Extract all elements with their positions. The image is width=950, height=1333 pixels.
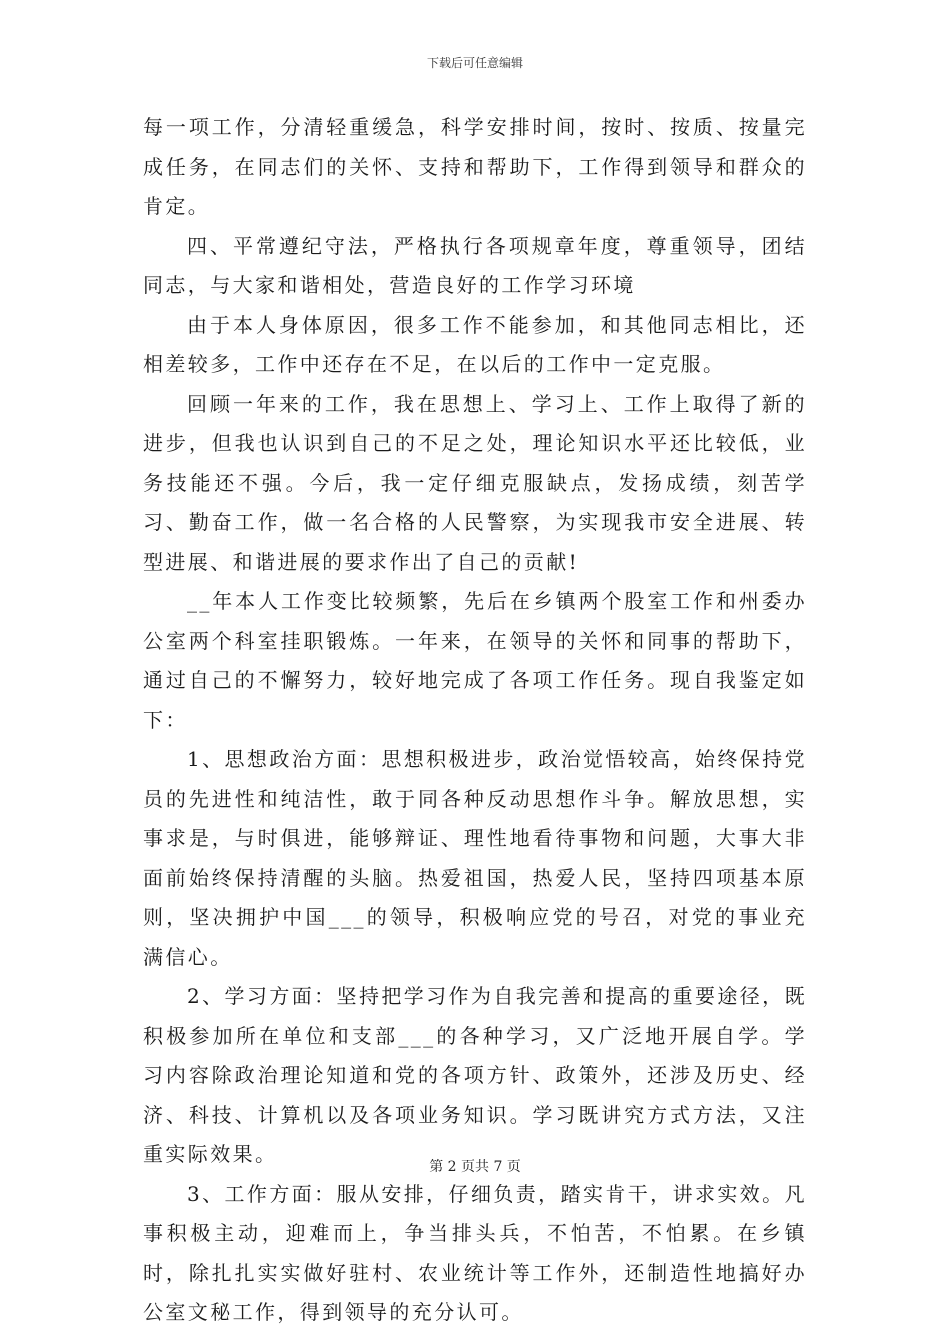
- paragraph-1: 每一项工作，分清轻重缓急，科学安排时间，按时、按质、按量完成任务，在同志们的关怀、支持和帮助下，工作得到领导和群众的肯定。: [143, 115, 807, 218]
- paragraph-6: 1、思想政治方面：思想积极进步，政治觉悟较高，始终保持党员的先进性和纯洁性，敢于同各种反动思想作斗争。解放思想，实事求是，与时俱进，能够辩证、理性地看待事物和问题，大事大非面前始终保持清醒的头脑。热爱祖国，热爱人民，坚持四项基本原则，坚决拥护中国___的领导，积极响应党的号召，对党的事业充满信心。: [143, 747, 807, 969]
- paragraph-5: __年本人工作变比较频繁，先后在乡镇两个股室工作和州委办公室两个科室挂职锻炼。一年来，在领导的关怀和同事的帮助下，通过自己的不懈努力，较好地完成了各项工作任务。现自我鉴定如下：: [143, 589, 807, 732]
- paragraph-8: 3、工作方面：服从安排，仔细负责，踏实肯干，讲求实效。凡事积极主动，迎难而上，争当排头兵，不怕苦，不怕累。在乡镇时，除扎扎实实做好驻村、农业统计等工作外，还制造性地搞好办公室文秘工作，得到领导的充分认可。: [143, 1181, 807, 1324]
- document-body: [143, 108, 807, 1333]
- page-footer: 第 2 页共 7 页: [429, 1159, 521, 1175]
- paragraph-2: 四、平常遵纪守法，严格执行各项规章年度，尊重领导，团结同志，与大家和谐相处，营造良好的工作学习环境: [143, 233, 807, 297]
- paragraph-3: 由于本人身体原因，很多工作不能参加，和其他同志相比，还相差较多，工作中还存在不足，在以后的工作中一定克服。: [143, 312, 807, 376]
- paragraph-7: 2、学习方面：坚持把学习作为自我完善和提高的重要途径，既积极参加所在单位和支部___的各种学习，又广泛地开展自学。学习内容除政治理论知道和党的各项方针、政策外，还涉及历史、经济、科技、计算机以及各项业务知识。学习既讲究方式方法，又注重实际效果。: [143, 984, 807, 1166]
- paragraph-4: 回顾一年来的工作，我在思想上、学习上、工作上取得了新的进步，但我也认识到自己的不足之处，理论知识水平还比较低，业务技能还不强。今后，我一定仔细克服缺点，发扬成绩，刻苦学习、勤奋工作，做一名合格的人民警察，为实现我市安全进展、转型进展、和谐进展的要求作出了自己的贡献!: [143, 391, 807, 574]
- page-header: 下载后可任意编辑: [426, 56, 523, 70]
